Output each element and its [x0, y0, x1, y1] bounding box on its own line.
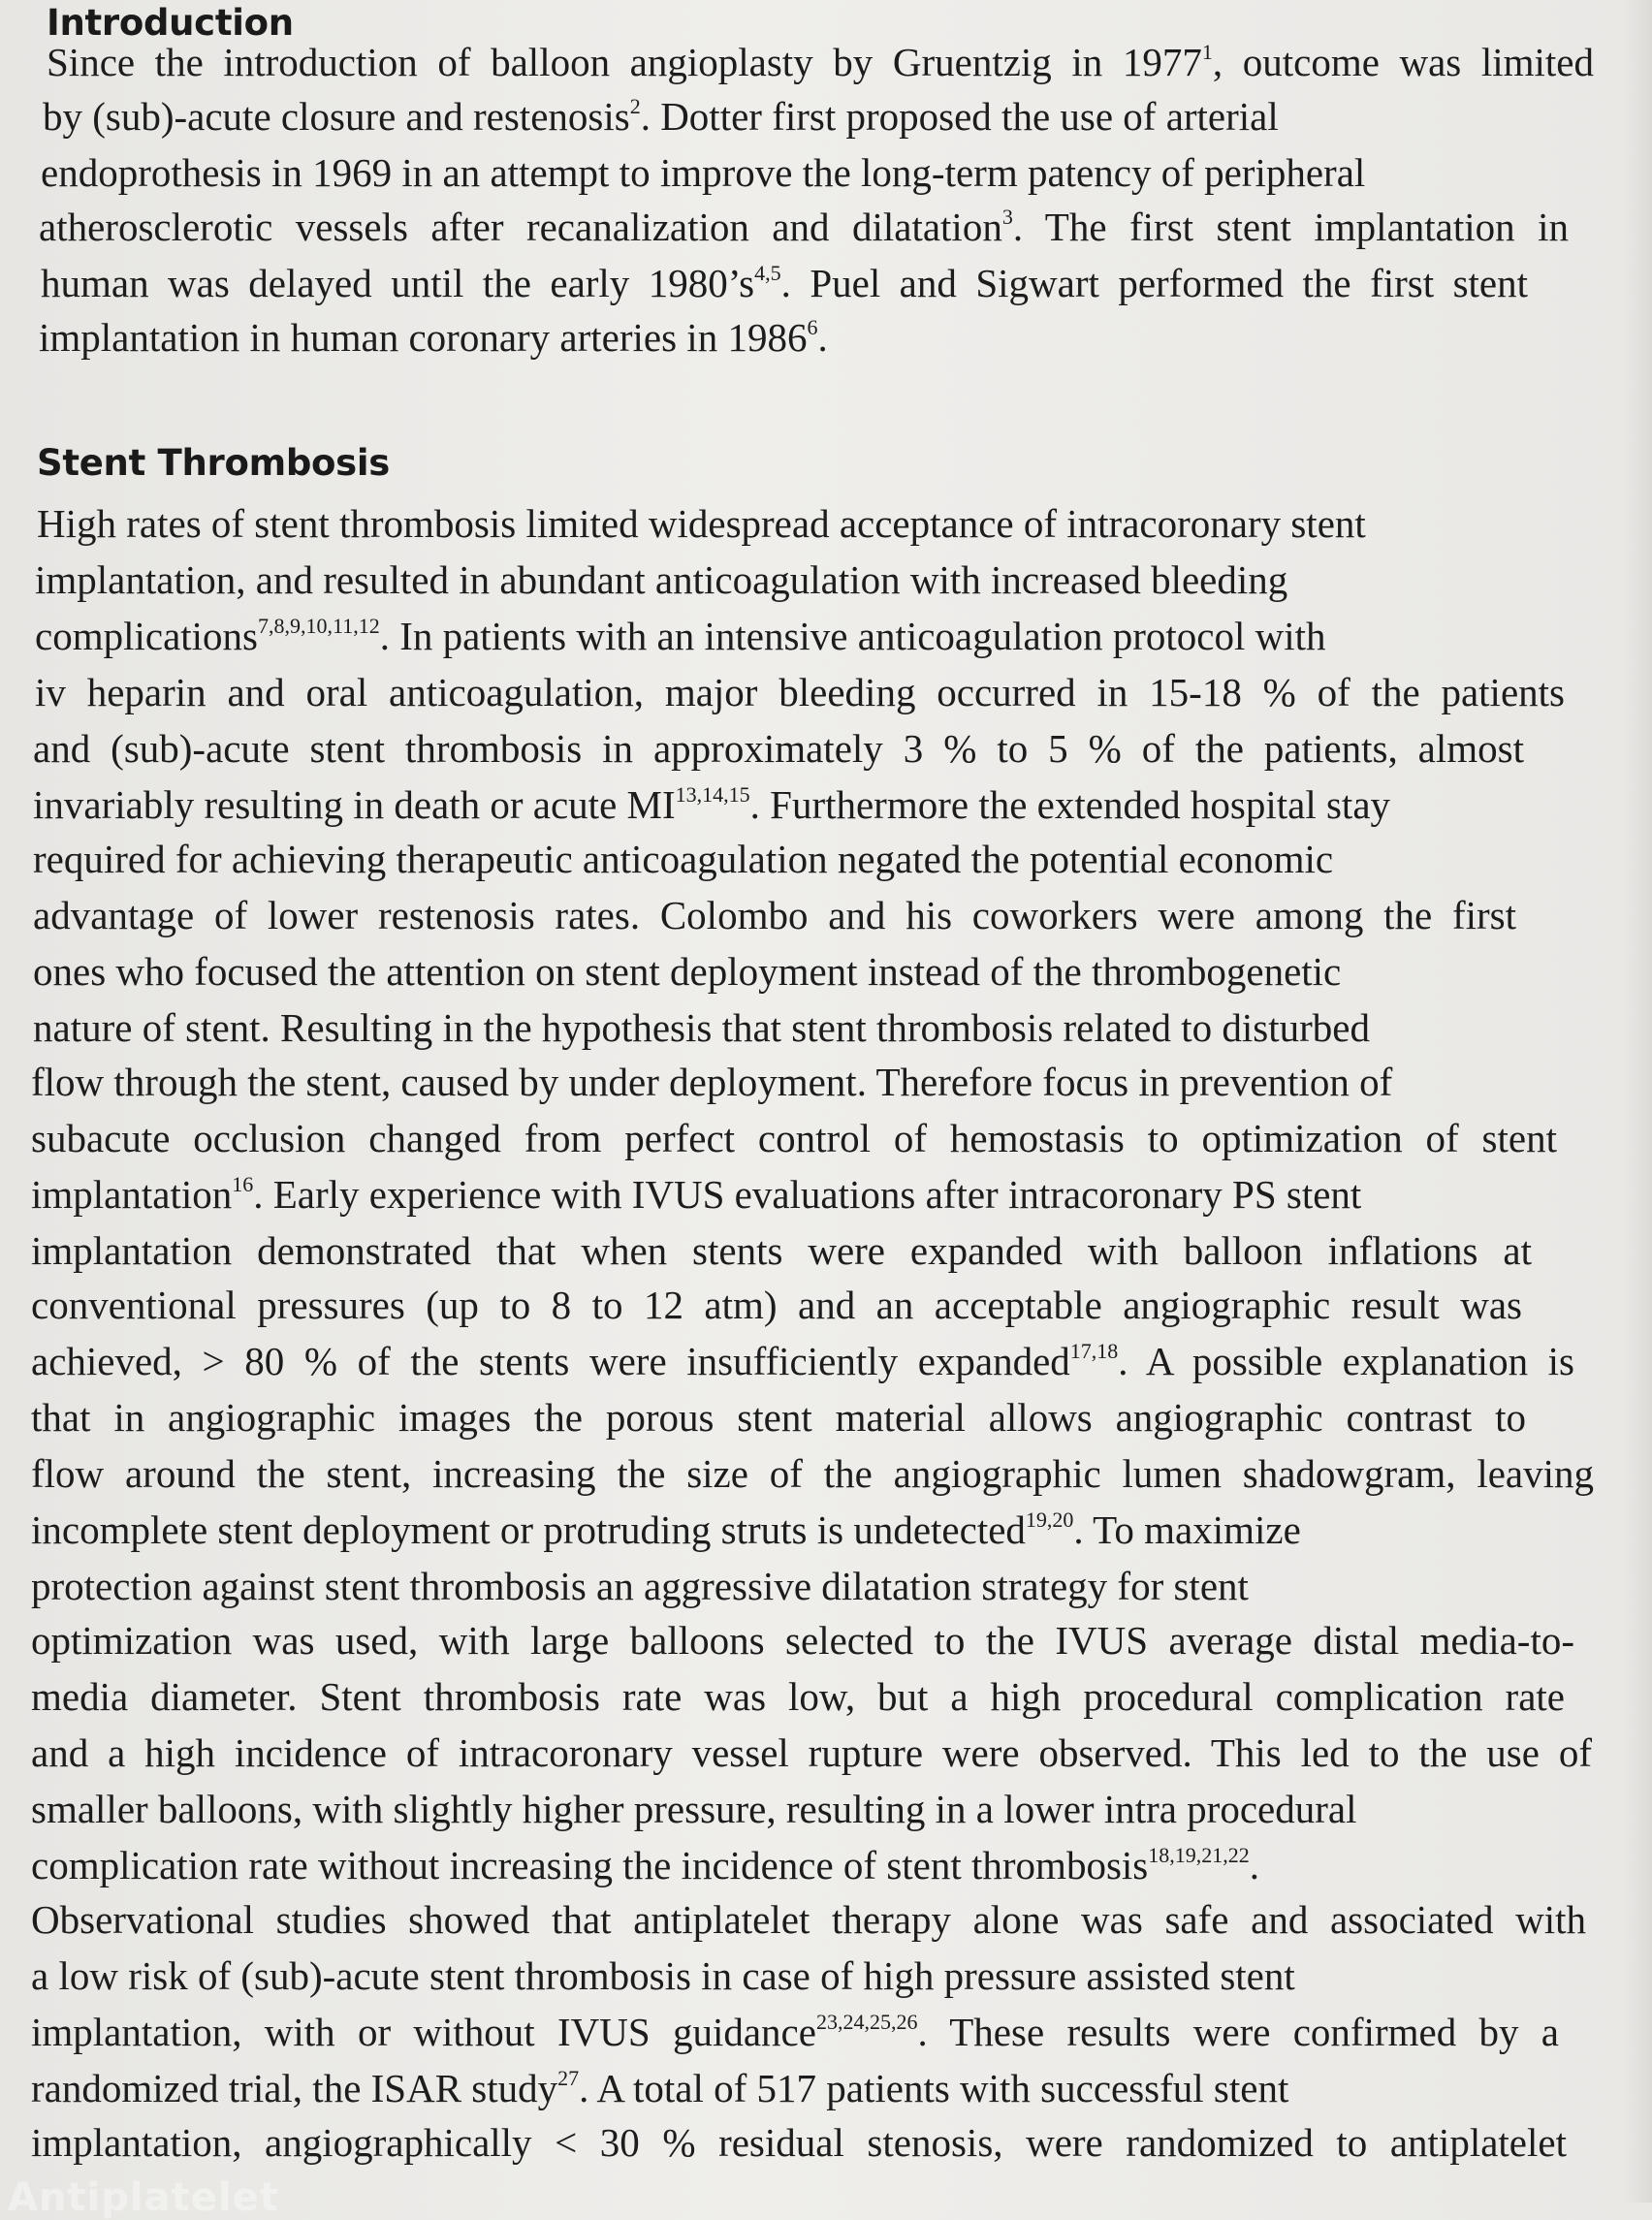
text-run: . These results were confirmed by a — [917, 2010, 1559, 2054]
text-line — [31, 1505, 1301, 1555]
text-line — [31, 1728, 1592, 1778]
page-edge-shadow — [1623, 0, 1652, 2203]
text-run: Since the introduction of balloon angioplasty by Gruentzig in 1977 — [47, 40, 1202, 84]
text-run: . — [817, 315, 828, 360]
text-run: conventional pressures (up to 8 to 12 atm) and an acceptable angiographic result was — [31, 1283, 1522, 1327]
text-run: subacute occlusion changed from perfect control of hemostasis to optimization of stent — [31, 1116, 1557, 1160]
text-run: atherosclerotic vessels after recanalization and dilatation — [39, 205, 1002, 249]
text-run: randomized trial, the ISAR study — [31, 2066, 558, 2110]
text-line — [31, 2063, 1288, 2113]
text-line — [35, 555, 1287, 605]
text-run: invariably resulting in death or acute MI — [33, 782, 676, 827]
text-line — [33, 723, 1524, 774]
text-line — [37, 498, 1366, 549]
text-line — [33, 1002, 1370, 1053]
text-run: media diameter. Stent thrombosis rate was low, but a high procedural complication rate — [31, 1674, 1565, 1719]
citation-superscript: 7,8,9,10,11,12 — [258, 614, 380, 638]
text-line — [31, 1894, 1586, 1945]
text-run: advantage of lower restenosis rates. Colombo and his coworkers were among the first — [33, 893, 1516, 937]
text-run: nature of stent. Resulting in the hypothesis that stent thrombosis related to disturbed — [33, 1005, 1370, 1050]
text-run: implantation — [31, 1172, 233, 1217]
citation-superscript: 23,24,25,26 — [815, 2010, 918, 2034]
text-run: . The first stent implantation in — [1012, 205, 1569, 249]
text-run: . A possible explanation is — [1118, 1339, 1575, 1383]
text-run: implantation in human coronary arteries in 1986 — [39, 315, 808, 360]
text-line — [31, 1950, 1295, 2001]
text-line — [35, 611, 1326, 661]
text-line — [31, 1671, 1565, 1722]
text-line — [35, 667, 1565, 717]
citation-superscript: 16 — [232, 1172, 254, 1196]
text-line — [31, 1169, 1361, 1220]
citation-superscript: 4,5 — [754, 261, 781, 285]
text-run: implantation, angiographically < 30 % residual stenosis, were randomized to antiplatelet — [31, 2120, 1567, 2165]
text-line — [41, 147, 1365, 198]
text-line — [31, 1615, 1574, 1665]
text-run: . Furthermore the extended hospital stay — [749, 782, 1391, 827]
text-line — [31, 1448, 1594, 1499]
citation-superscript: 19,20 — [1025, 1507, 1074, 1532]
text-line — [31, 2117, 1567, 2168]
text-run: and (sub)-acute stent thrombosis in approximately 3 % to 5 % of the patients, almost — [33, 726, 1524, 771]
text-run: ones who focused the attention on stent deployment instead of the thrombogenetic — [33, 949, 1342, 994]
text-run: . Dotter first proposed the use of arterial — [640, 94, 1279, 139]
text-run: by (sub)-acute closure and restenosis — [43, 94, 630, 139]
text-line — [31, 1336, 1574, 1386]
citation-superscript: 6 — [807, 315, 818, 339]
text-line — [41, 258, 1528, 308]
watermark: Antiplatelet — [8, 2175, 279, 2220]
text-run: iv heparin and oral anticoagulation, major bleeding occurred in 15-18 % of the patients — [35, 670, 1565, 714]
citation-superscript: 3 — [1001, 205, 1013, 229]
citation-superscript: 1 — [1201, 40, 1213, 64]
text-run: a low risk of (sub)-acute stent thrombosis in case of high pressure assisted stent — [31, 1953, 1295, 1998]
text-line — [33, 779, 1390, 830]
text-run: . To maximize — [1073, 1507, 1301, 1552]
text-run: endoprothesis in 1969 in an attempt to improve the long-term patency of peripheral — [41, 150, 1366, 195]
text-run: . Early experience with IVUS evaluations after intracoronary PS stent — [253, 1172, 1362, 1217]
citation-superscript: 13,14,15 — [675, 782, 750, 807]
text-line — [47, 37, 1594, 87]
text-line — [31, 1225, 1532, 1276]
text-run: achieved, > 80 % of the stents were insufficiently expanded — [31, 1339, 1070, 1383]
citation-superscript: 17,18 — [1069, 1339, 1119, 1363]
text-line — [39, 312, 828, 363]
text-run: incomplete stent deployment or protruding struts is undetected — [31, 1507, 1026, 1552]
text-run: Observational studies showed that antiplatelet therapy alone was safe and associated with — [31, 1897, 1586, 1942]
text-run: complication rate without increasing the incidence of stent thrombosis — [31, 1843, 1149, 1887]
text-run: complications — [35, 614, 259, 658]
text-line — [31, 1113, 1557, 1163]
text-run: implantation, with or without IVUS guidance — [31, 2010, 816, 2054]
text-run: implantation, and resulted in abundant anticoagulation with increased bleeding — [35, 557, 1288, 602]
citation-superscript: 27 — [557, 2066, 580, 2090]
text-line — [33, 890, 1516, 940]
text-line — [31, 1840, 1259, 1890]
section-heading-stent-thrombosis: Stent Thrombosis — [37, 442, 390, 484]
text-run: implantation demonstrated that when stents were expanded with balloon inflations at — [31, 1228, 1532, 1273]
text-run: and a high incidence of intracoronary vessel rupture were observed. This led to the use of — [31, 1730, 1592, 1775]
text-run: optimization was used, with large balloons selected to the IVUS average distal media-to- — [31, 1618, 1574, 1663]
text-line — [31, 1784, 1356, 1834]
text-line — [43, 91, 1279, 142]
text-run: required for achieving therapeutic anticoagulation negated the potential economic — [33, 837, 1334, 881]
text-run: , outcome was limited — [1212, 40, 1594, 84]
text-run: human was delayed until the early 1980’s — [41, 261, 755, 305]
text-run: protection against stent thrombosis an aggressive dilatation strategy for stent — [31, 1564, 1249, 1608]
text-run: smaller balloons, with slightly higher pressure, resulting in a lower intra procedural — [31, 1787, 1357, 1831]
text-line — [31, 1561, 1249, 1611]
text-run: that in angiographic images the porous stent material allows angiographic contrast to — [31, 1395, 1526, 1440]
citation-superscript: 18,19,21,22 — [1148, 1843, 1250, 1867]
text-line — [31, 2007, 1559, 2057]
text-line — [33, 834, 1333, 884]
section-heading-introduction: Introduction — [47, 2, 294, 44]
text-run: flow around the stent, increasing the size of the angiographic lumen shadowgram, leaving — [31, 1451, 1594, 1496]
text-run: . In patients with an intensive anticoagulation protocol with — [379, 614, 1326, 658]
text-run: High rates of stent thrombosis limited widespread acceptance of intracoronary stent — [37, 501, 1366, 546]
text-run: . Puel and Sigwart performed the first stent — [780, 261, 1529, 305]
text-line — [31, 1280, 1522, 1330]
text-run: . A total of 517 patients with successful stent — [579, 2066, 1289, 2110]
text-line — [31, 1392, 1526, 1443]
citation-superscript: 2 — [629, 94, 641, 118]
text-run: . — [1249, 1843, 1259, 1887]
text-line — [39, 202, 1569, 252]
text-run: flow through the stent, caused by under deployment. Therefore focus in prevention of — [31, 1060, 1393, 1104]
text-line — [31, 1057, 1392, 1107]
text-line — [33, 946, 1341, 997]
